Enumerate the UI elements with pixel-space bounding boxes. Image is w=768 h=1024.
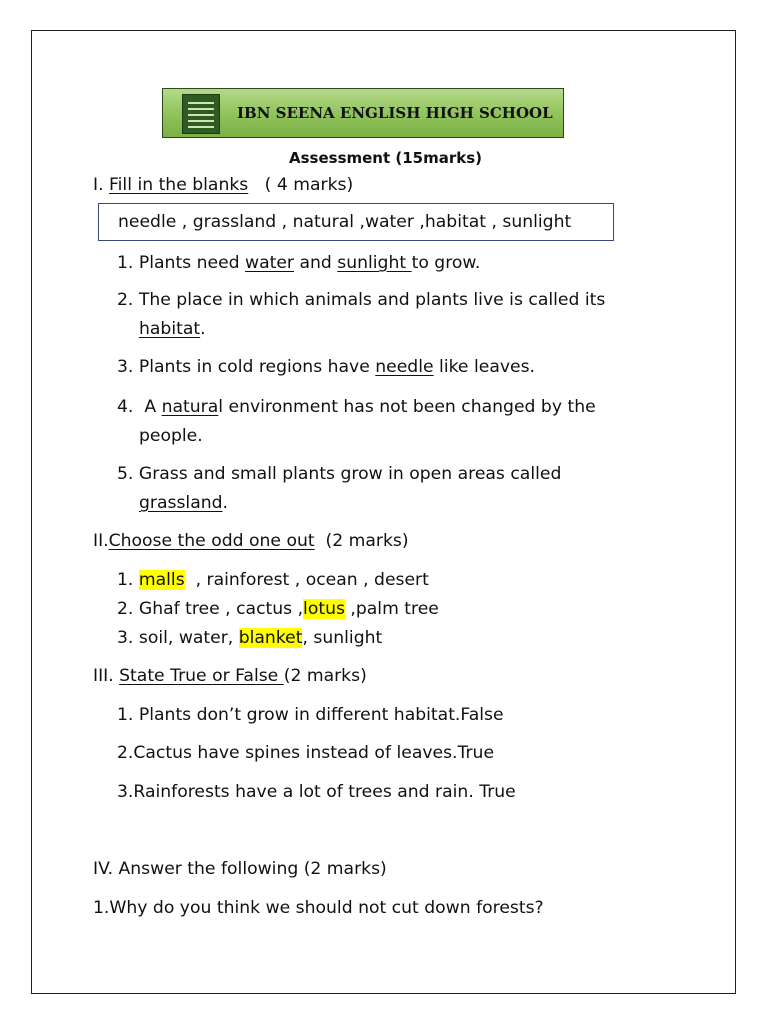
section-4-heading: IV. Answer the following (2 marks)	[93, 859, 387, 879]
question-1-1: 1. Plants need water and sunlight to grow.	[117, 253, 481, 273]
question-2-3: 3. soil, water, blanket, sunlight	[117, 628, 383, 648]
word-bank-box	[98, 203, 614, 241]
school-banner	[162, 88, 564, 138]
question-1-4: 4. A natural environment has not been changed by the	[117, 397, 596, 417]
section-2-heading: II.Choose the odd one out (2 marks)	[93, 531, 409, 551]
question-1-3: 3. Plants in cold regions have needle like leaves.	[117, 357, 536, 377]
section-3-heading: III. State True or False (2 marks)	[93, 666, 367, 686]
school-crest-icon	[182, 94, 220, 134]
school-name: IBN SEENA ENGLISH HIGH SCHOOL	[237, 104, 553, 122]
question-2-2: 2. Ghaf tree , cactus ,lotus ,palm tree	[117, 599, 439, 619]
assessment-title: Assessment (15marks)	[289, 149, 483, 167]
word-bank: needle , grassland , natural ,water ,habitat , sunlight	[118, 212, 572, 232]
question-3-3: 3.Rainforests have a lot of trees and rain. True	[117, 782, 516, 802]
question-2-1: 1. malls , rainforest , ocean , desert	[117, 570, 429, 590]
question-1-2: 2. The place in which animals and plants live is called its	[117, 290, 606, 310]
question-3-2: 2.Cactus have spines instead of leaves.True	[117, 743, 495, 763]
question-1-5-cont: grassland.	[139, 493, 228, 513]
question-3-1: 1. Plants don’t grow in different habitat.False	[117, 705, 504, 725]
section-1-heading: I. Fill in the blanks ( 4 marks)	[93, 175, 354, 195]
question-1-2-cont: habitat.	[139, 319, 206, 339]
question-1-5: 5. Grass and small plants grow in open areas called	[117, 464, 562, 484]
question-4-1: 1.Why do you think we should not cut down forests?	[93, 898, 544, 918]
question-1-4-cont: people.	[139, 426, 203, 446]
